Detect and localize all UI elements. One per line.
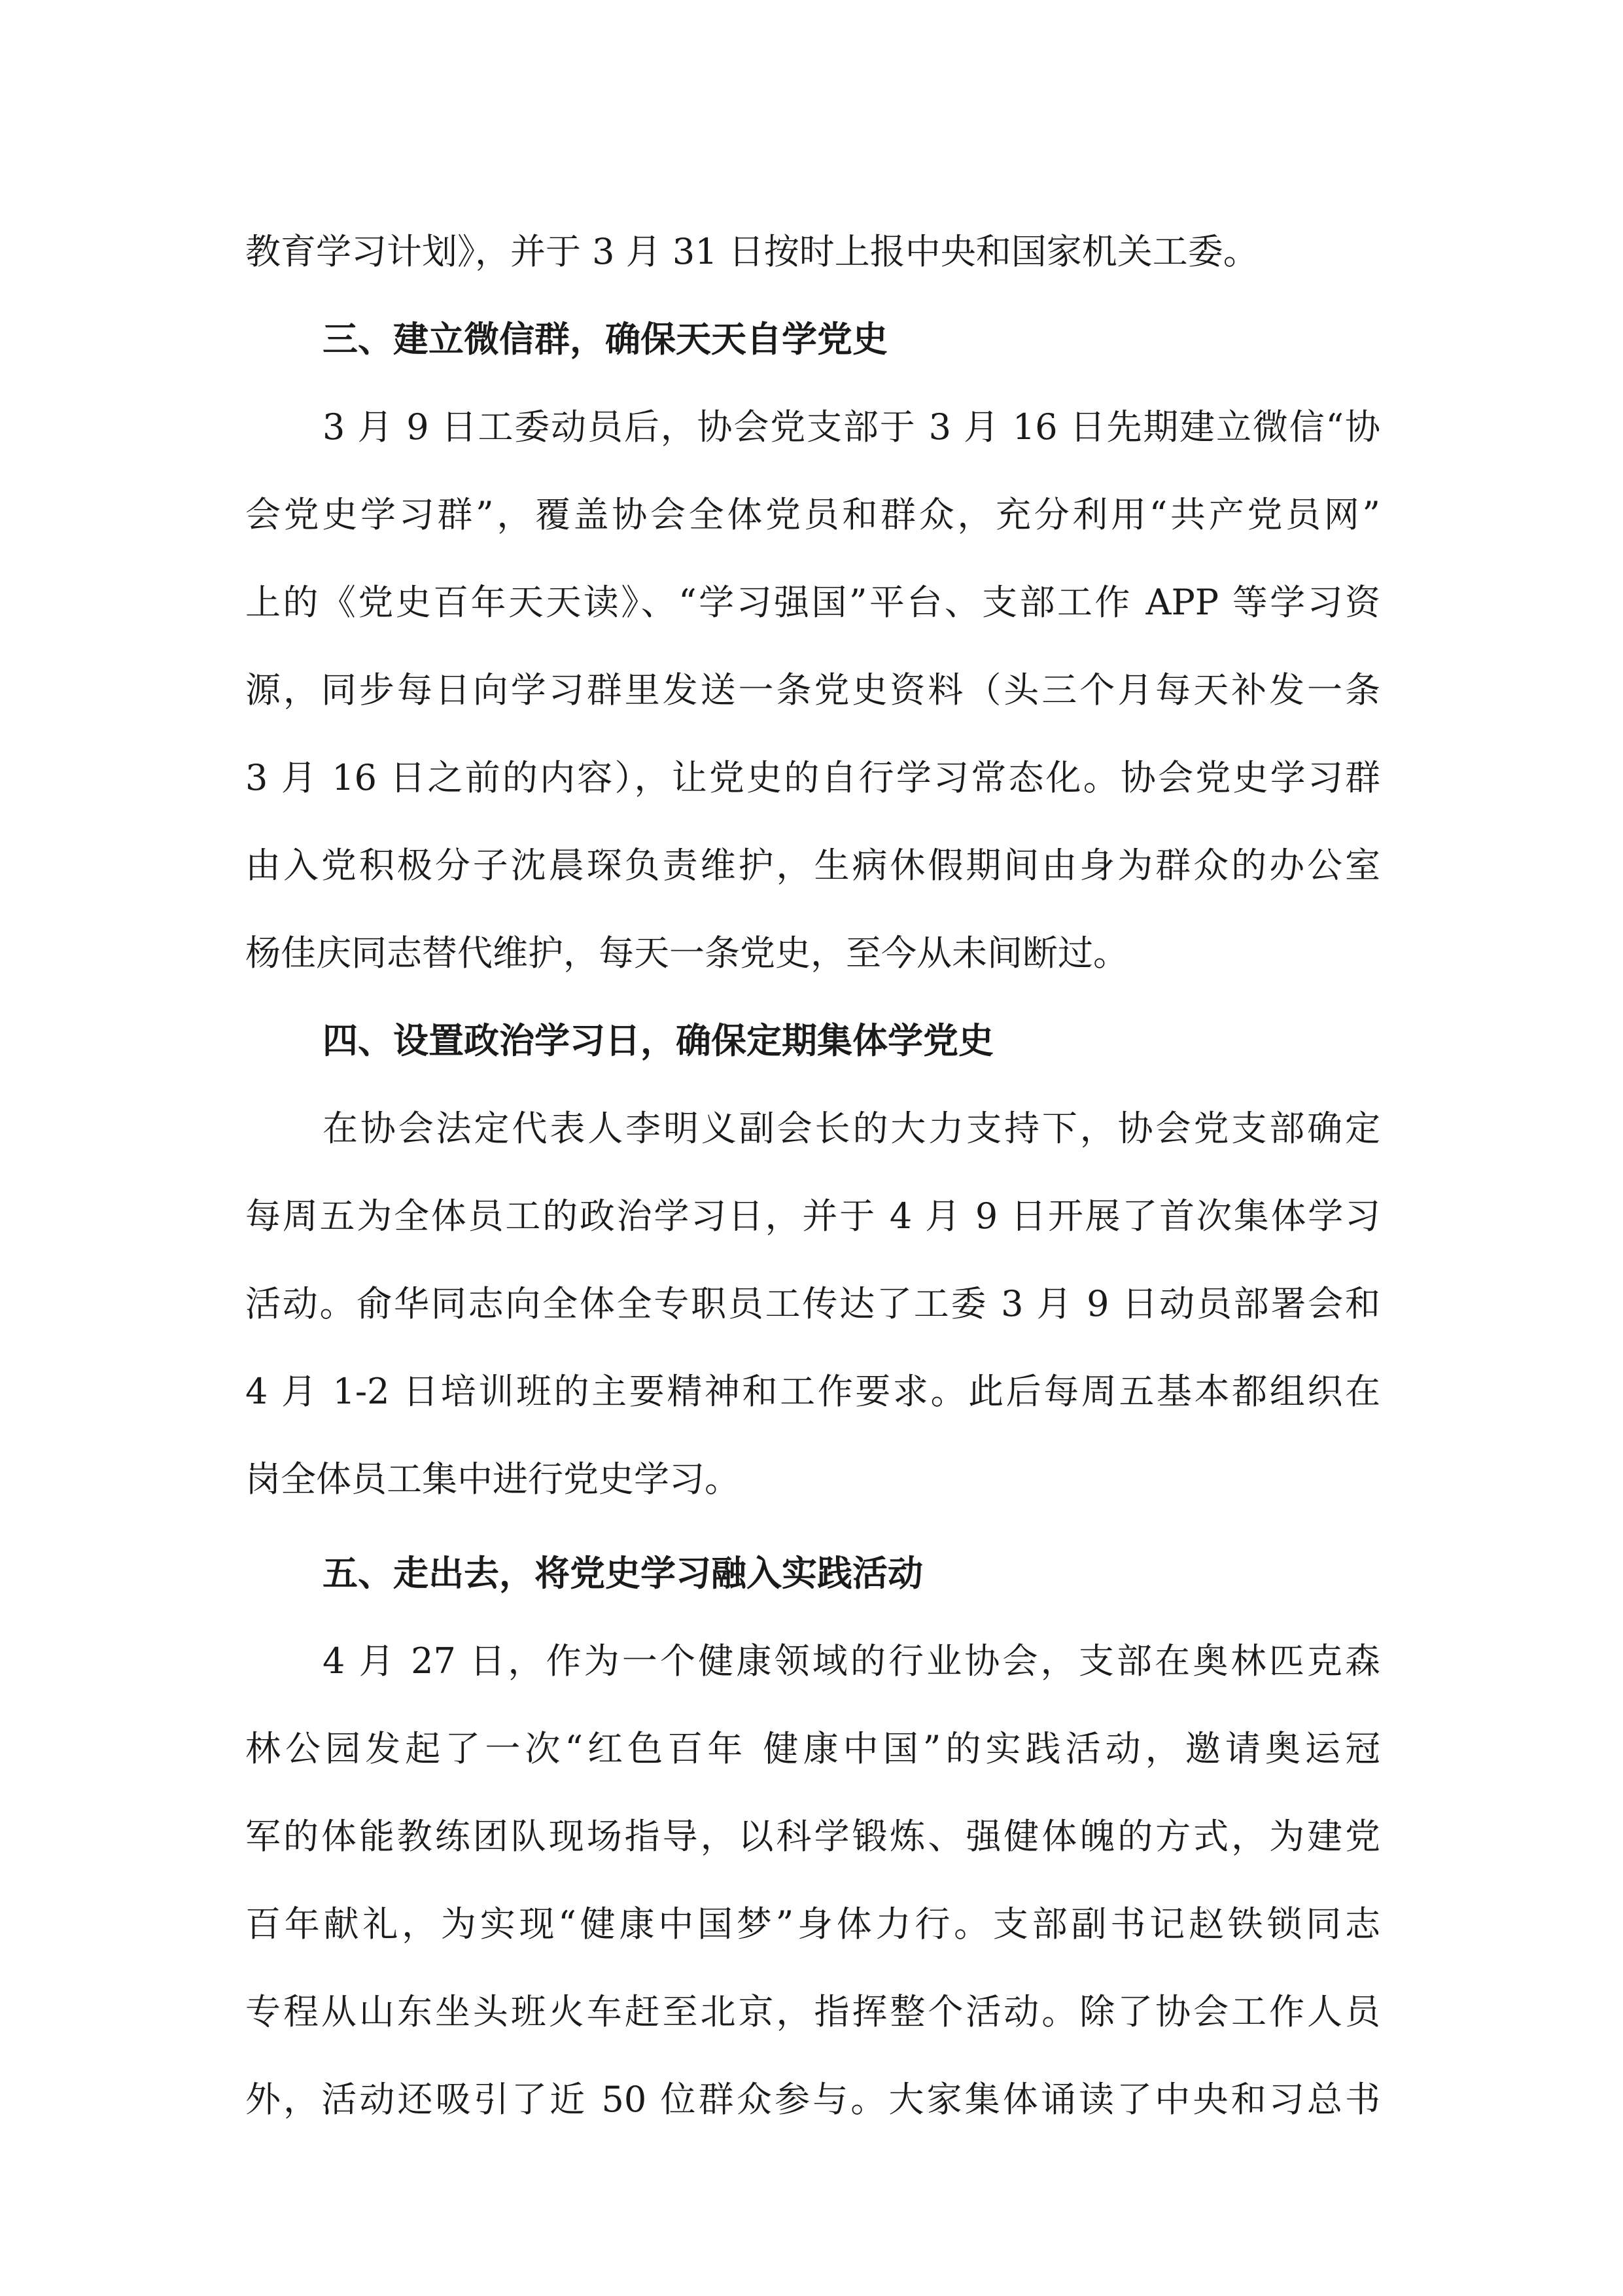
paragraph-line: 上的《党史百年天天读》、“学习强国”平台、支部工作 APP 等学习资 (245, 582, 1380, 623)
paragraph-line: 军的体能教练团队现场指导，以科学锻炼、强健体魄的方式，为建党 (245, 1816, 1380, 1857)
paragraph-line: 教育学习计划》，并于 3 月 31 日按时上报中央和国家机关工委。 (245, 231, 1259, 272)
section-heading: 三、建立微信群，确保天天自学党史 (323, 319, 888, 360)
paragraph-line: 3 月 16 日之前的内容），让党史的自行学习常态化。协会党史学习群 (245, 757, 1380, 798)
paragraph-line: 源，同步每日向学习群里发送一条党史资料（头三个月每天补发一条 (245, 669, 1380, 711)
paragraph-line: 3 月 9 日工委动员后，协会党支部于 3 月 16 日先期建立微信“协 (323, 406, 1380, 448)
paragraph-line: 百年献礼，为实现“健康中国梦”身体力行。支部副书记赵铁锁同志 (245, 1903, 1380, 1945)
section-heading: 四、设置政治学习日，确保定期集体学党史 (323, 1020, 994, 1061)
paragraph-line: 4 月 1-2 日培训班的主要精神和工作要求。此后每周五基本都组织在 (245, 1371, 1380, 1412)
paragraph-line: 每周五为全体员工的政治学习日，并于 4 月 9 日开展了首次集体学习 (245, 1195, 1380, 1237)
section-spacer (245, 1523, 1380, 1530)
paragraph-line: 由入党积极分子沈晨琛负责维护，生病休假期间由身为群众的办公室 (245, 845, 1380, 886)
paragraph-line: 外，活动还吸引了近 50 位群众参与。大家集体诵读了中央和习总书 (245, 2079, 1380, 2120)
section-heading: 五、走出去，将党史学习融入实践活动 (323, 1553, 923, 1594)
paragraph-line: 在协会法定代表人李明义副会长的大力支持下，协会党支部确定 (323, 1108, 1380, 1149)
document-body (245, 208, 1380, 2144)
paragraph-line: 4 月 27 日，作为一个健康领域的行业协会，支部在奥林匹克森 (323, 1640, 1380, 1682)
paragraph-line: 专程从山东坐头班火车赶至北京，指挥整个活动。除了协会工作人员 (245, 1991, 1380, 2032)
paragraph-line: 林公园发起了一次“红色百年 健康中国”的实践活动，邀请奥运冠 (245, 1728, 1380, 1769)
paragraph-line: 岗全体员工集中进行党史学习。 (245, 1458, 740, 1500)
paragraph-line: 活动。俞华同志向全体全专职员工传达了工委 3 月 9 日动员部署会和 (245, 1283, 1380, 1324)
paragraph-line: 杨佳庆同志替代维护，每天一条党史，至今从未间断过。 (245, 932, 1128, 974)
paragraph-line: 会党史学习群”，覆盖协会全体党员和群众，充分利用“共产党员网” (245, 494, 1380, 535)
